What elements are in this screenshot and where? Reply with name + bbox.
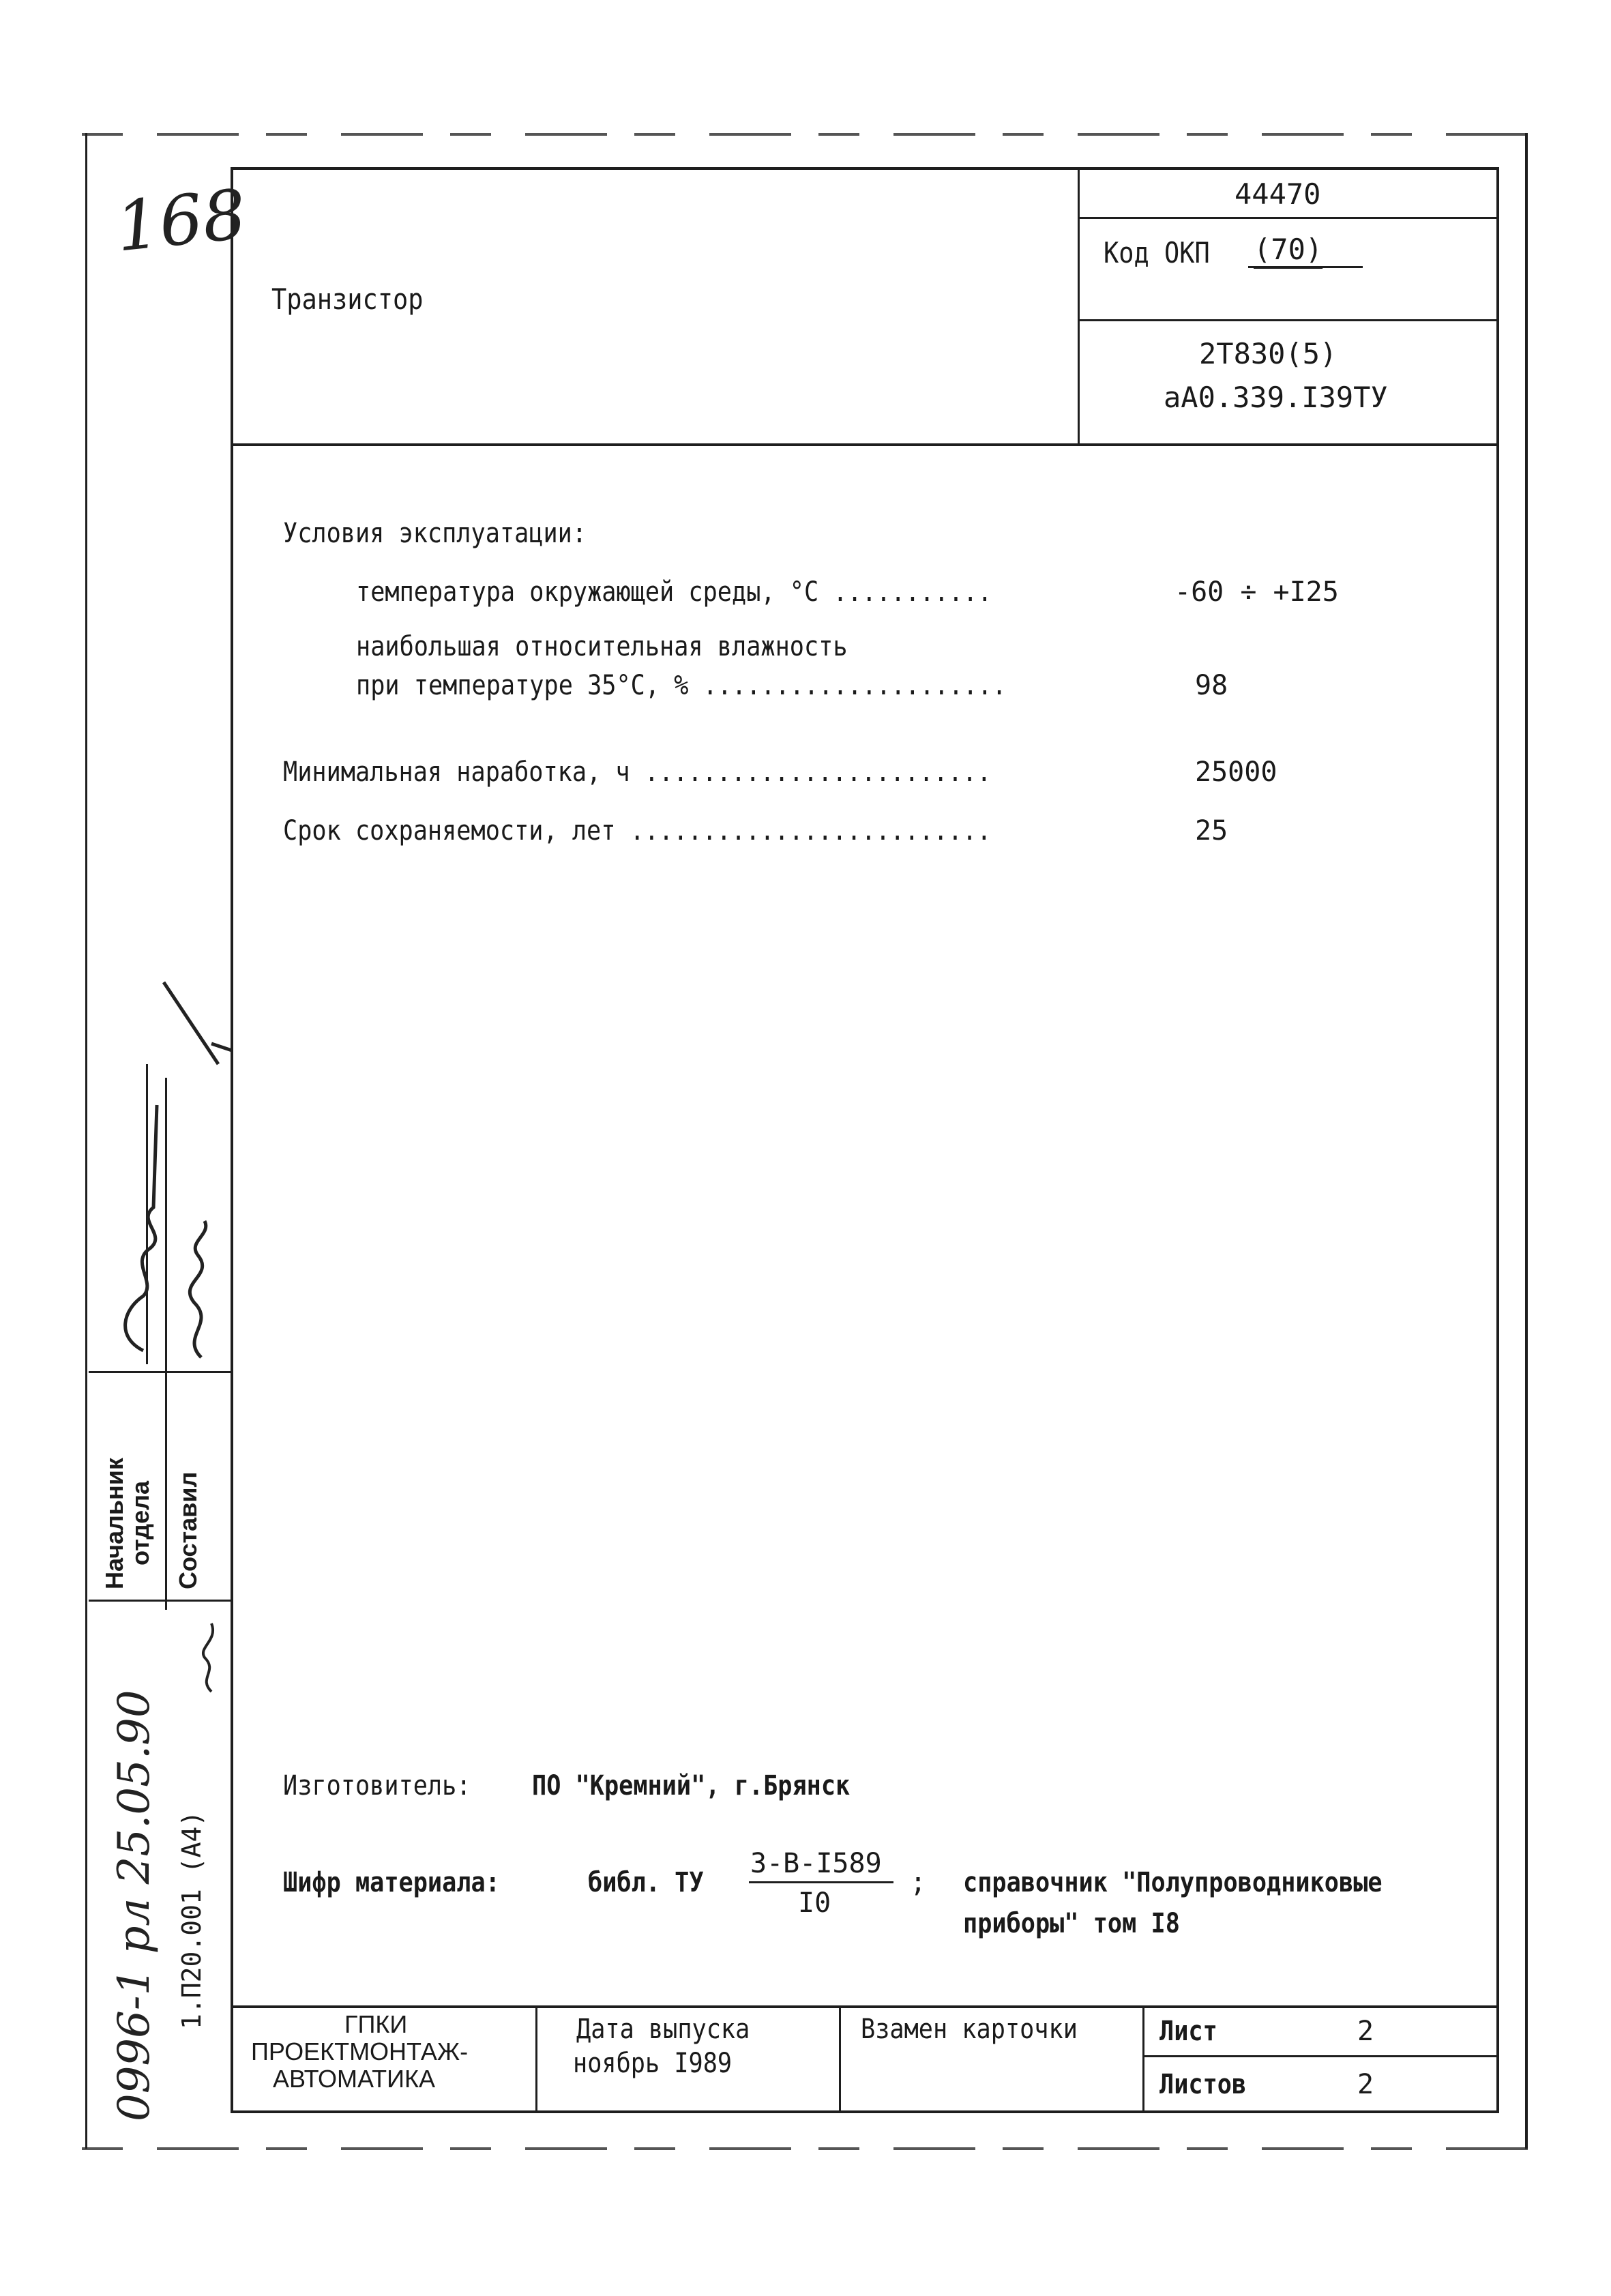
humidity-line2: при температуре 35°C, % ..................... xyxy=(356,670,1007,701)
signature-head xyxy=(102,1091,177,1364)
footer-col-3 xyxy=(1142,2005,1144,2112)
org-line3: АВТОМАТИКА xyxy=(273,2065,436,2093)
humidity-value: 98 xyxy=(1195,670,1228,701)
issue-date-label: Дата выпуска xyxy=(576,2014,750,2045)
compiled-label: Составил xyxy=(174,1471,202,1589)
org-line1: ГПКИ xyxy=(344,2010,408,2038)
handwritten-ref: 0996-1 рл 25.05.90 xyxy=(109,1690,160,2121)
material-separator: ; xyxy=(910,1867,927,1898)
footer-sheet-divider xyxy=(1142,2055,1498,2057)
reference-line1: справочник "Полупроводниковые xyxy=(963,1867,1383,1898)
temp-row xyxy=(356,578,992,606)
card-number: 44470 xyxy=(1235,177,1321,211)
type-designation: 2Т830(5) xyxy=(1199,337,1337,370)
material-denominator: I0 xyxy=(798,1887,831,1919)
material-lib: библ. ТУ xyxy=(588,1867,704,1898)
margin-col-line-c xyxy=(89,1600,232,1602)
frame-bottom xyxy=(231,2110,1499,2113)
temp-unit: °C xyxy=(789,576,819,608)
head-label-2: отдела xyxy=(126,1480,154,1565)
storage-value: 25 xyxy=(1195,815,1228,847)
okp-value: (70) xyxy=(1254,233,1323,266)
humidity-line1: наибольшая относительная влажность xyxy=(356,631,848,662)
spec-number: аА0.339.I39ТУ xyxy=(1164,381,1388,414)
storage-label: Срок сохраняемости, лет ......................... xyxy=(283,815,992,847)
top-trim-line xyxy=(82,133,1528,136)
header-bottom-line xyxy=(231,443,1499,446)
manufacturer-value: ПО "Кремний", г.Брянск xyxy=(532,1770,851,1801)
okp-underline xyxy=(1248,266,1363,268)
temp-dots: ........... xyxy=(818,576,992,608)
frame-left xyxy=(231,167,233,2113)
outer-left-line xyxy=(85,133,87,2149)
signature-check xyxy=(157,975,239,1078)
sheets-value: 2 xyxy=(1357,2069,1374,2100)
page-number-handwritten: 168 xyxy=(112,174,250,267)
frame-right xyxy=(1496,167,1499,2113)
header-row-line-1 xyxy=(1078,217,1498,219)
manufacturer-label: Изготовитель: xyxy=(283,1770,471,1801)
temp-value: -60 ÷ +I25 xyxy=(1174,576,1339,608)
operating-heading: Условия эксплуатации: xyxy=(283,518,587,549)
material-label: Шифр материала: xyxy=(283,1867,500,1898)
signature-small xyxy=(191,1617,232,1698)
head-label-1: Начальник xyxy=(100,1458,128,1589)
reference-line2: приборы" том I8 xyxy=(963,1908,1180,1939)
footer-col-2 xyxy=(839,2005,841,2112)
frame-top xyxy=(231,167,1499,170)
header-divider xyxy=(1078,167,1080,445)
sheets-label: Листов xyxy=(1159,2069,1247,2100)
org-line2: ПРОЕКТМОНТАЖ- xyxy=(251,2037,469,2065)
outer-right-line xyxy=(1525,133,1528,2149)
material-numerator: 3-В-I589 xyxy=(750,1848,882,1879)
bottom-trim-line xyxy=(82,2147,1528,2150)
runtime-value: 25000 xyxy=(1195,756,1277,788)
fraction-bar xyxy=(749,1881,893,1883)
product-name: Транзистор xyxy=(271,282,424,316)
sheet-label: Лист xyxy=(1159,2016,1217,2047)
runtime-label: Минимальная наработка, ч ........................ xyxy=(283,756,992,788)
replaces-card-label: Взамен карточки xyxy=(861,2014,1078,2045)
margin-col-line-b xyxy=(89,1371,232,1373)
okp-label: Код ОКП xyxy=(1104,236,1210,269)
header-row-line-2 xyxy=(1078,319,1498,321)
issue-date-value: ноябрь I989 xyxy=(573,2048,733,2079)
sheet-value: 2 xyxy=(1357,2016,1374,2047)
temp-label: температура окружающей среды, xyxy=(356,576,790,608)
stamp-number: 1.П20.001 (А4) xyxy=(177,1810,207,2029)
footer-col-1 xyxy=(535,2005,537,2112)
signature-compiled xyxy=(174,1214,228,1364)
footer-top-line xyxy=(231,2005,1499,2008)
